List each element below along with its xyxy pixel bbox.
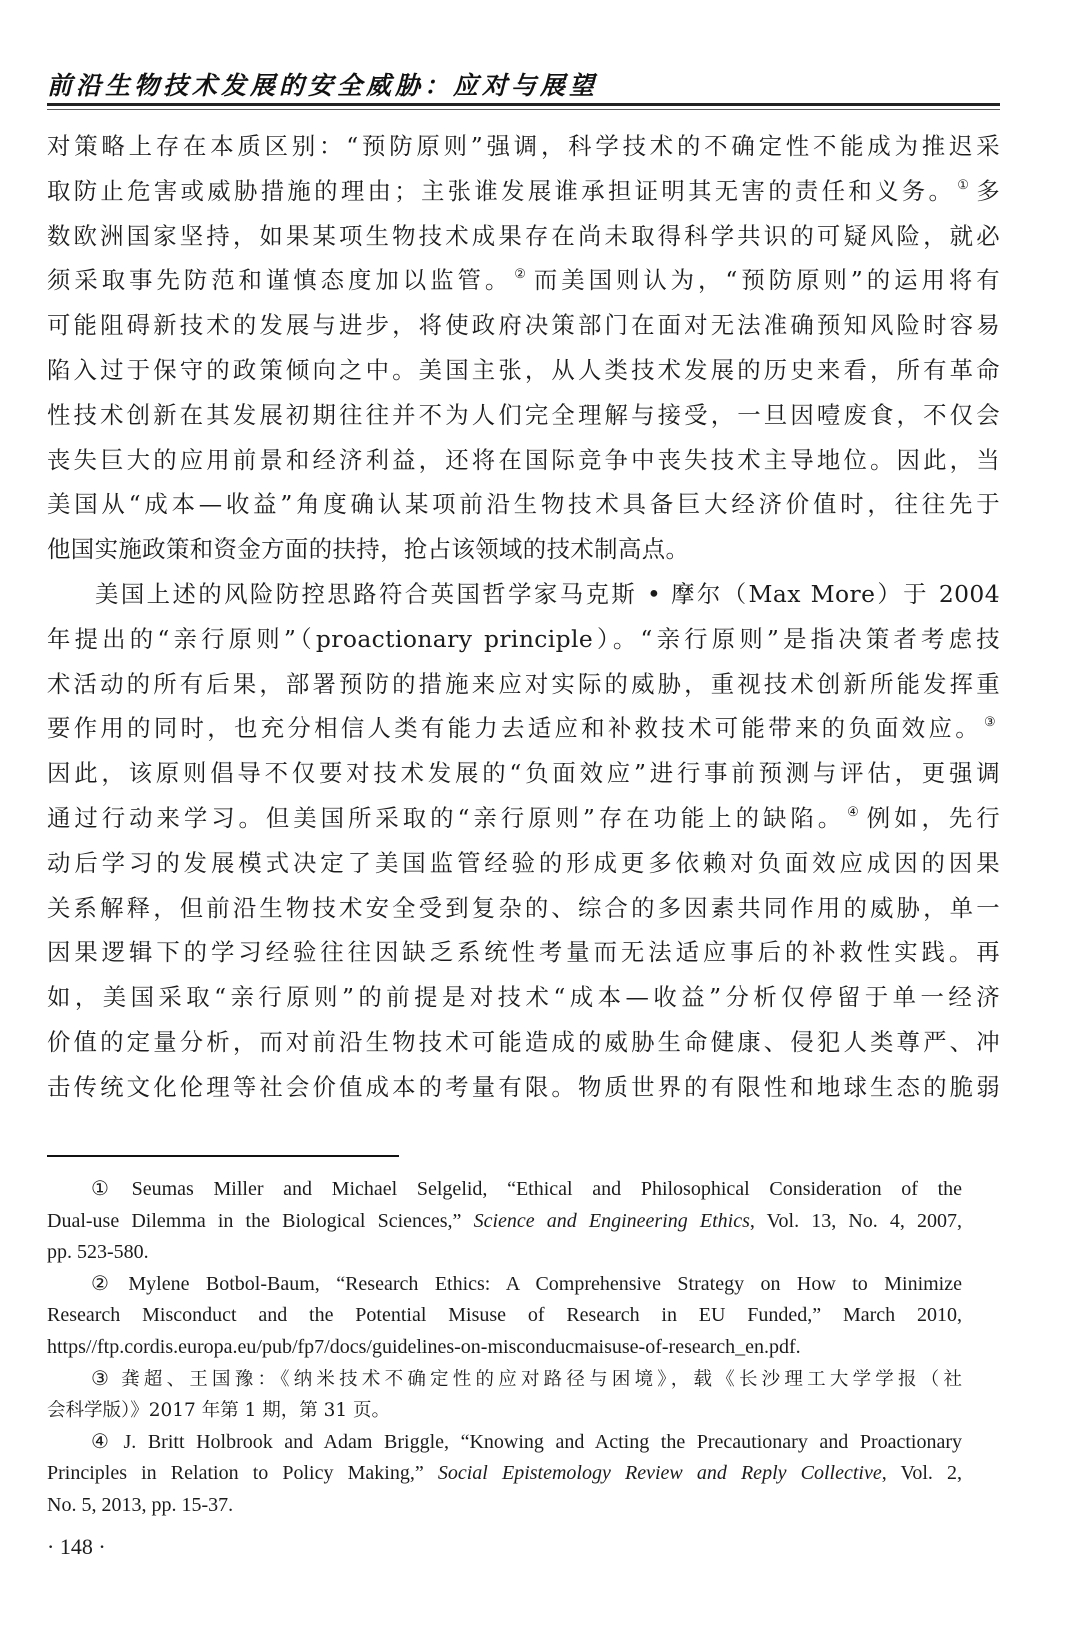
paragraph-1 <box>47 124 1000 572</box>
footnote-text: , Vol. 13, No. 4, 2007, <box>749 1209 963 1232</box>
header-rule-thin <box>47 109 1000 110</box>
body-line <box>47 796 1000 841</box>
footnote-line: pp. 523-580. <box>47 1241 149 1264</box>
body-line: 美国从“成本—收益”角度确认某项前沿生物技术具备巨大经济价值时，往往先于 <box>47 490 1000 519</box>
journal-title: Social Epistemology Review and Reply Collective <box>437 1462 882 1485</box>
footnote-text: Seumas Miller and Michael Selgelid, “Ethical and Philosophical Consideration of the <box>131 1178 962 1200</box>
body-line-text: 多 <box>976 176 1000 205</box>
body-line: 击传统文化伦理等社会价值成本的考量有限。物质世界的有限性和地球生态的脆弱 <box>47 1072 1000 1101</box>
body-line: 性技术创新在其发展初期往往并不为人们完全理解与接受，一旦因噎废食，不仅会 <box>47 400 1000 429</box>
body-line: 价值的定量分析，而对前沿生物技术可能造成的威胁生命健康、侵犯人类尊严、冲 <box>47 1027 1000 1056</box>
body-line: 他国实施政策和资金方面的扶持，抢占该领域的技术制高点。 <box>47 535 690 564</box>
footnote-ref-2[interactable]: ② <box>514 267 530 283</box>
footnote-line <box>47 1174 962 1206</box>
body-line <box>47 169 1000 214</box>
body-line-text: 取防止危害或威胁措施的理由；主张谁发展谁承担证明其无害的责任和义务。 <box>47 176 956 205</box>
body-line: 年提出的“亲行原则”（proactionary principle）。“亲行原则”是指决策者考虑技 <box>47 624 1000 653</box>
body-line <box>47 258 1000 303</box>
page-number: · 148 · <box>47 1534 106 1559</box>
journal-title: Science and Engineering Ethics <box>473 1209 750 1232</box>
body-line-text: 例如，先行 <box>866 803 1001 832</box>
footnote-line <box>47 1206 962 1238</box>
body-line: 美国上述的风险防控思路符合英国哲学家马克斯 • 摩尔（Max More）于 2004 <box>95 579 1000 608</box>
body-line: 陷入过于保守的政策倾向之中。美国主张，从人类技术发展的历史来看，所有革命 <box>47 355 1000 384</box>
footnote-ref-4[interactable]: ④ <box>847 804 863 820</box>
footnote-2 <box>47 1269 962 1364</box>
footnote-text: , Vol. 2, <box>881 1462 963 1485</box>
footnote-marker: ④ <box>91 1430 116 1453</box>
footnote-line <box>47 1269 962 1301</box>
footnote-line <box>47 1427 962 1459</box>
body-line: 动后学习的发展模式决定了美国监管经验的形成更多依赖对负面效应成因的因果 <box>47 848 1000 877</box>
body-line-text: 须采取事先防范和谨慎态度加以监管。 <box>47 266 513 295</box>
footnote-marker: ③ <box>91 1367 114 1390</box>
footnote-line <box>47 1364 962 1396</box>
footnote-1 <box>47 1174 962 1269</box>
body-line: 数欧洲国家坚持，如果某项生物技术成果存在尚未取得科学共识的可疑风险，就必 <box>47 221 1000 250</box>
header-rule-thick <box>47 103 1000 106</box>
footnote-url[interactable]: https//ftp.cordis.europa.eu/pub/fp7/docs/guidelines-on-misconducmaisuse-of-research_en.pdf. <box>47 1335 801 1358</box>
paragraph-2 <box>47 572 1000 1110</box>
footnote-marker: ① <box>91 1178 124 1200</box>
footnote-line <box>47 1458 962 1490</box>
body-line-text: 要作用的同时，也充分相信人类有能力去适应和补救技术可能带来的负面效应。 <box>47 714 982 743</box>
footnote-separator <box>47 1155 399 1157</box>
footnote-text: Mylene Botbol-Baum, “Research Ethics: A Comprehensive Strategy on How to Minimize <box>128 1272 962 1295</box>
footnote-text: Dual-use Dilemma in the Biological Sciences,” <box>47 1209 462 1232</box>
footnote-ref-3[interactable]: ③ <box>983 715 996 731</box>
body-line: 对策略上存在本质区别：“预防原则”强调，科学技术的不确定性不能成为推迟采 <box>47 132 1000 160</box>
body-line: 因此，该原则倡导不仅要对技术发展的“负面效应”进行事前预测与评估，更强调 <box>47 759 1000 788</box>
body-line: 丧失巨大的应用前景和经济利益，还将在国际竞争中丧失技术主导地位。因此，当 <box>47 445 1000 474</box>
footnote-line: Research Misconduct and the Potential Misuse of Research in EU Funded,” March 2010, <box>47 1304 962 1327</box>
footnote-line: 会科学版）》2017 年第 1 期，第 31 页。 <box>47 1400 391 1422</box>
body-line: 可能阻碍新技术的发展与进步，将使政府决策部门在面对无法准确预知风险时容易 <box>47 311 1000 340</box>
body-line: 术活动的所有后果，部署预防的措施来应对实际的威胁，重视技术创新所能发挥重 <box>47 669 1000 698</box>
footnote-marker: ② <box>91 1272 121 1295</box>
footnotes <box>47 1174 962 1522</box>
body-line: 关系解释，但前沿生物技术安全受到复杂的、综合的多因素共同作用的威胁，单一 <box>47 893 1000 922</box>
footnote-text: 龚超、王国豫：《纳米技术不确定性的应对路径与困境》，载《长沙理工大学学报（社 <box>121 1368 962 1390</box>
footnote-text: Principles in Relation to Policy Making,” <box>47 1462 424 1485</box>
footnote-ref-1[interactable]: ① <box>957 177 973 193</box>
body-text <box>47 124 1000 1110</box>
footnote-line: No. 5, 2013, pp. 15-37. <box>47 1493 234 1516</box>
body-line: 如，美国采取“亲行原则”的前提是对技术“成本—收益”分析仅停留于单一经济 <box>47 983 1000 1012</box>
body-line-text: 而美国则认为，“预防原则”的运用将有 <box>533 266 1000 295</box>
body-line: 因果逻辑下的学习经验往往因缺乏系统性考量而无法适应事后的补救性实践。再 <box>47 938 1000 967</box>
running-title: 前沿生物技术发展的安全威胁：应对与展望 <box>47 71 599 100</box>
body-line-text: 通过行动来学习。但美国所采取的“亲行原则”存在功能上的缺陷。 <box>47 803 846 832</box>
body-line <box>47 706 1000 751</box>
footnote-4 <box>47 1427 962 1522</box>
footnote-3 <box>47 1364 962 1427</box>
footnote-text: J. Britt Holbrook and Adam Briggle, “Knowing and Acting the Precautionary and Proactionary <box>123 1430 963 1453</box>
